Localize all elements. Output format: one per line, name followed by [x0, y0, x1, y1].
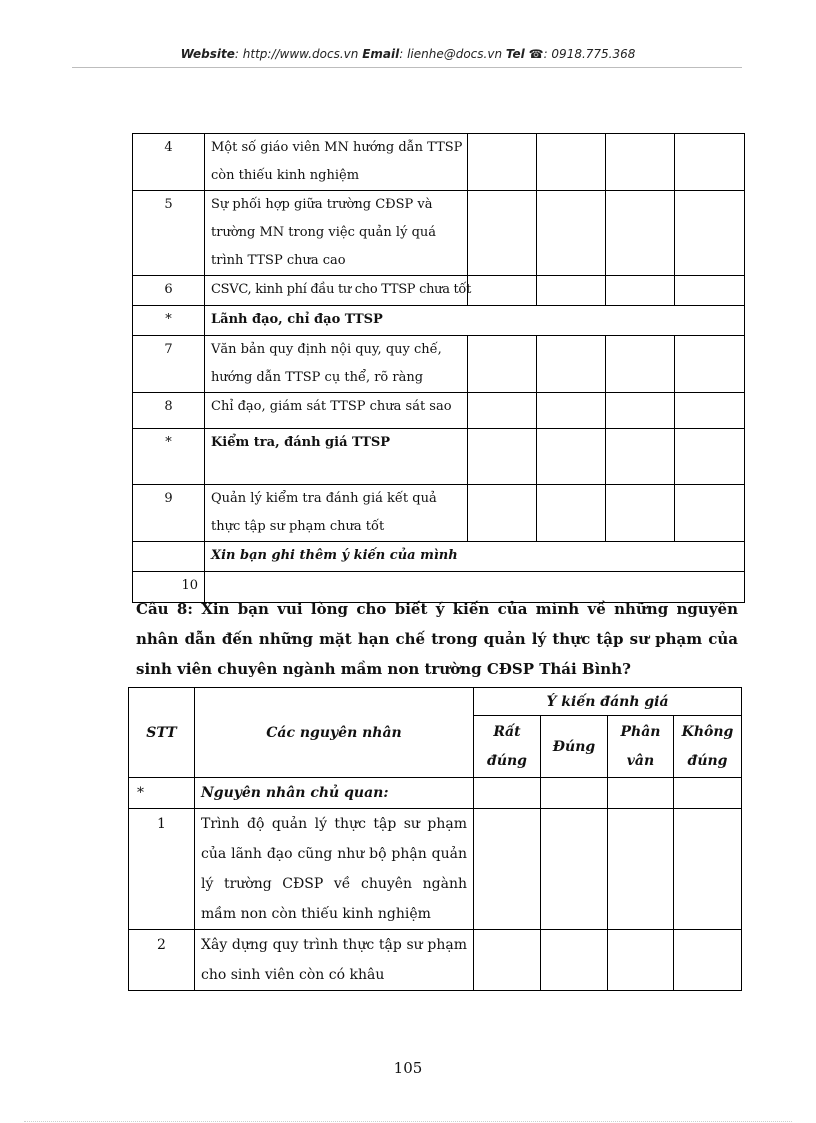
table-row	[133, 393, 745, 429]
table-row	[133, 134, 745, 191]
rating-cell[interactable]	[674, 778, 742, 809]
row-number	[133, 542, 205, 572]
row-number: 10	[133, 572, 205, 603]
row-number: 9	[133, 485, 205, 542]
row-text: Văn bản quy định nội quy, quy chế, hướng dẫn TTSP cụ thể, rõ ràng	[205, 336, 468, 393]
row-text: Trình độ quản lý thực tập sư phạm của lãnh đạo cũng như bộ phận quản lý trường CĐSP về chuyên ngành mầm non còn thiếu kinh nghiệm	[195, 809, 474, 930]
rating-cell[interactable]	[674, 930, 742, 991]
page-number: 105	[393, 1059, 423, 1077]
rating-cell[interactable]	[608, 809, 674, 930]
row-text: Xây dựng quy trình thực tập sư phạm cho sinh viên còn có khâu	[195, 930, 474, 991]
table-row	[129, 809, 742, 930]
row-number: *	[133, 429, 205, 485]
row-number: 1	[129, 809, 195, 930]
rating-cell[interactable]	[606, 276, 675, 306]
email-value: : lienhe@docs.vn	[399, 47, 503, 61]
row-text: Sự phối hợp giữa trường CĐSP và trường MN trong việc quản lý quá trình TTSP chưa cao	[205, 191, 468, 276]
rating-cell[interactable]	[541, 930, 608, 991]
rating-cell[interactable]	[608, 930, 674, 991]
row-number: *	[129, 778, 195, 809]
comment-prompt: Xin bạn ghi thêm ý kiến của mình	[205, 542, 745, 572]
survey-table-2	[128, 687, 742, 991]
opinion-header: Ý kiến đánh giá	[474, 688, 742, 716]
rating-cell[interactable]	[468, 191, 537, 276]
stt-header: STT	[129, 688, 195, 778]
table-row	[129, 930, 742, 991]
row-number: 6	[133, 276, 205, 306]
rating-cell[interactable]	[606, 336, 675, 393]
rating-cell[interactable]	[468, 393, 537, 429]
rating-cell[interactable]	[675, 429, 745, 485]
question-8: Câu 8: Xin bạn vui lòng cho biết ý kiến của mình về những nguyên nhân dẫn đến những mặt hạn chế trong quản lý thực tập sư phạm của sinh viên chuyên ngành mầm non trường CĐSP Thái Bình?	[136, 600, 738, 678]
rating-cell[interactable]	[675, 485, 745, 542]
section-row	[129, 778, 742, 809]
rating-cell[interactable]	[675, 393, 745, 429]
rating-cell[interactable]	[474, 809, 541, 930]
rating-cell[interactable]	[606, 191, 675, 276]
section-row	[133, 306, 745, 336]
rating-cell[interactable]	[541, 778, 608, 809]
table-row	[133, 276, 745, 306]
row-text: Quản lý kiểm tra đánh giá kết quả thực tập sư phạm chưa tốt	[205, 485, 468, 542]
comment-prompt-row	[133, 542, 745, 572]
row-number: *	[133, 306, 205, 336]
rating-cell[interactable]	[468, 134, 537, 191]
rating-cell[interactable]	[541, 809, 608, 930]
rating-cell[interactable]	[606, 134, 675, 191]
row-text: Một số giáo viên MN hướng dẫn TTSP còn thiếu kinh nghiệm	[205, 134, 468, 191]
rating-cell[interactable]	[537, 393, 606, 429]
rating-cell[interactable]	[606, 429, 675, 485]
row-number: 2	[129, 930, 195, 991]
table-row	[133, 336, 745, 393]
section-row	[133, 429, 745, 485]
rating-cell[interactable]	[468, 429, 537, 485]
row-number: 4	[133, 134, 205, 191]
section-title: Kiểm tra, đánh giá TTSP	[205, 429, 468, 485]
tel-label: Tel	[505, 47, 525, 61]
rating-cell[interactable]	[675, 336, 745, 393]
col-dung: Đúng	[541, 716, 608, 778]
footer-divider	[24, 1121, 792, 1122]
rating-cell[interactable]	[474, 778, 541, 809]
rating-cell[interactable]	[537, 429, 606, 485]
rating-cell[interactable]	[537, 485, 606, 542]
col-khong-dung: Không đúng	[674, 716, 742, 778]
rating-cell[interactable]	[537, 134, 606, 191]
row-text: CSVC, kinh phí đầu tư cho TTSP chưa tốt	[205, 276, 468, 306]
row-text: Chỉ đạo, giám sát TTSP chưa sát sao	[205, 393, 468, 429]
row-number: 7	[133, 336, 205, 393]
rating-cell[interactable]	[468, 336, 537, 393]
website-label: Website	[180, 47, 235, 61]
row-number: 5	[133, 191, 205, 276]
rating-cell[interactable]	[606, 485, 675, 542]
causes-header: Các nguyên nhân	[195, 688, 474, 778]
table-row	[133, 191, 745, 276]
rating-cell[interactable]	[674, 809, 742, 930]
rating-cell[interactable]	[675, 276, 745, 306]
phone-icon: ☎	[528, 47, 544, 61]
row-number: 8	[133, 393, 205, 429]
section-title: Nguyên nhân chủ quan:	[195, 778, 474, 809]
rating-cell[interactable]	[468, 276, 537, 306]
rating-cell[interactable]	[537, 276, 606, 306]
col-rat-dung: Rất đúng	[474, 716, 541, 778]
page-header	[0, 47, 816, 61]
rating-cell[interactable]	[468, 485, 537, 542]
tel-value: : 0918.775.368	[543, 47, 636, 61]
rating-cell[interactable]	[606, 393, 675, 429]
rating-cell[interactable]	[675, 134, 745, 191]
rating-cell[interactable]	[537, 191, 606, 276]
email-label: Email	[362, 47, 400, 61]
rating-cell[interactable]	[675, 191, 745, 276]
col-phan-van: Phân vân	[608, 716, 674, 778]
table-row	[133, 485, 745, 542]
rating-cell[interactable]	[537, 336, 606, 393]
section-title: Lãnh đạo, chỉ đạo TTSP	[205, 306, 745, 336]
rating-cell[interactable]	[474, 930, 541, 991]
table-header-row	[129, 688, 742, 716]
header-divider	[72, 67, 742, 68]
rating-cell[interactable]	[608, 778, 674, 809]
website-value: : http://www.docs.vn	[234, 47, 359, 61]
survey-table-1	[132, 133, 745, 603]
